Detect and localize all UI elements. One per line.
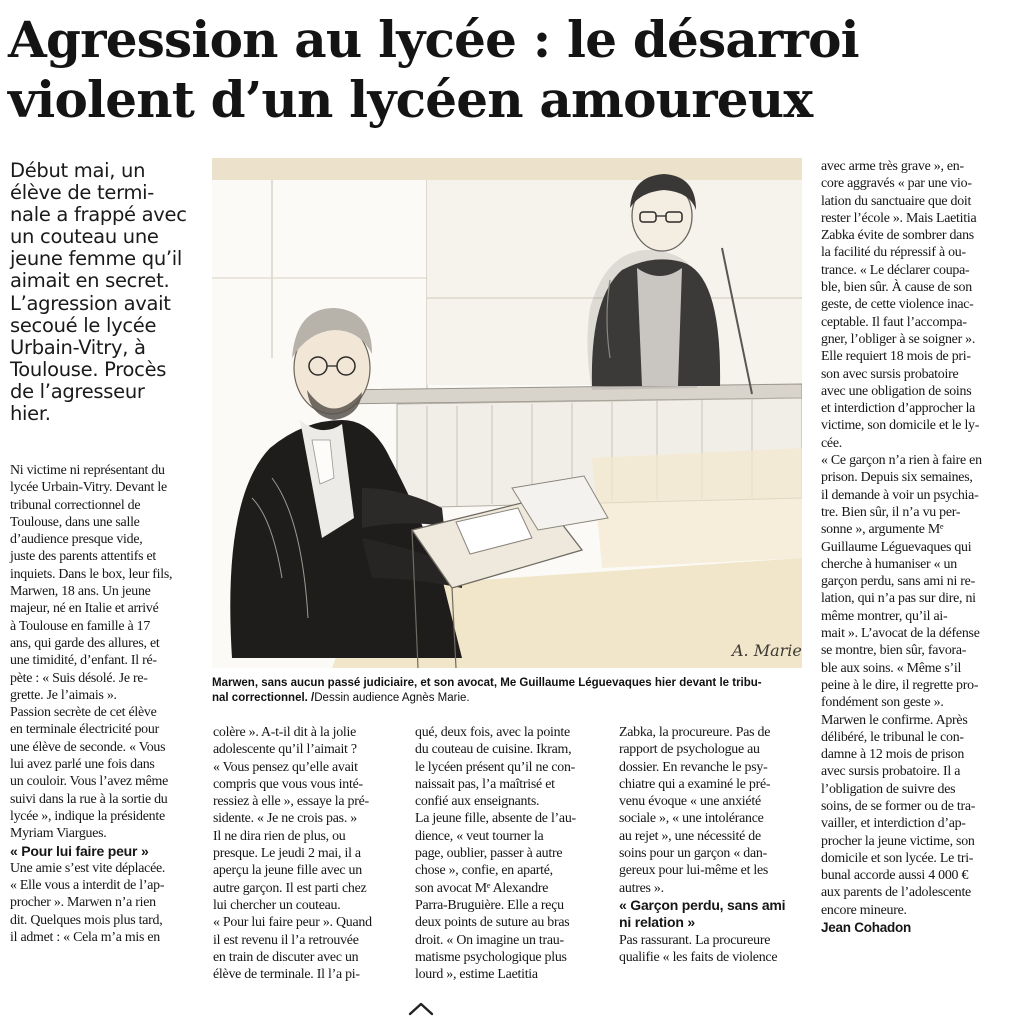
body-line: colère ». A-t-il dit à la jolie — [213, 725, 357, 740]
lead-line: élève de termi- — [10, 181, 154, 205]
subheading-line: « Pour lui faire peur » — [10, 842, 149, 859]
article-column-2 — [213, 724, 400, 983]
lead-line: jeune femme qu’il — [10, 247, 183, 271]
headline-line-2: violent d’un lycéen amoureux — [8, 70, 813, 129]
body-line: droit. « On imagine un trau- — [415, 932, 564, 948]
body-line: en train de discuter avec un — [213, 949, 359, 965]
body-line: « Vous pensez qu’elle avait — [213, 759, 358, 775]
body-line: dit. Quelques mois plus tard, — [10, 912, 163, 928]
subheading-line: « Garçon perdu, sans ami — [619, 896, 786, 913]
body-line: damne à 12 mois de prison — [821, 747, 965, 763]
body-line: l’obligation de suivre des — [821, 781, 956, 797]
body-line: Ni victime ni représentant du — [10, 463, 165, 478]
body-line: Myriam Viargues. — [10, 826, 107, 842]
body-line: La jeune fille, absente de l’au- — [415, 811, 576, 827]
body-line: lation du sanctuaire que doit — [821, 193, 972, 209]
body-line: trance. « Le déclarer coupa- — [821, 262, 970, 278]
body-line: encore mineure. — [821, 902, 907, 918]
body-line: suivi dans la rue à la sortie du — [10, 791, 168, 807]
article-column-5 — [821, 158, 1009, 936]
article-author: Jean Cohadon — [821, 920, 912, 936]
body-line: ressiez à elle », essaye la pré- — [213, 794, 369, 810]
body-line: qué, deux fois, avec la pointe — [415, 725, 570, 740]
body-line: « Elle vous a interdit de l’ap- — [10, 878, 165, 894]
body-line: cherche à humaniser « un — [821, 556, 957, 572]
lead-line: de l’agresseur — [10, 379, 145, 403]
body-line: une timidité, d’enfant. Il ré- — [10, 653, 157, 669]
body-line: rapport de psychologue au — [619, 742, 760, 758]
body-line: tribunal correctionnel de — [10, 497, 141, 513]
article-column-1 — [10, 462, 195, 946]
body-line: Zabka, la procureure. Pas de — [619, 725, 771, 740]
lead-line: L’agression avait — [10, 291, 171, 315]
article-column-4 — [619, 724, 806, 966]
body-line: aux parents de l’adolescente — [821, 885, 971, 901]
body-line: dience, « veut tourner la — [415, 828, 544, 844]
body-line: délibéré, le tribunal le con- — [821, 729, 964, 745]
article-headline — [8, 10, 1008, 130]
body-line: au rejet », une nécessité de — [619, 828, 761, 844]
caption-line-2 — [212, 691, 804, 706]
body-line: autres ». — [619, 880, 664, 896]
body-line: il est revenu il l’a retrouvée — [213, 932, 359, 948]
body-line: une élève de seconde. « Vous — [10, 739, 166, 755]
body-line: ble aux soins. « Même s’il — [821, 660, 962, 676]
illustration-caption — [212, 676, 804, 706]
body-line: aperçu la jeune fille avec un — [213, 863, 362, 879]
body-line: Elle requiert 18 mois de pri- — [821, 349, 971, 365]
body-line: core aggravés « par une vio- — [821, 176, 972, 192]
body-line: et interdiction d’approcher la — [821, 401, 976, 417]
body-line: tre. Bien sûr, il n’a vu per- — [821, 504, 961, 520]
body-line: son avec sursis probatoire — [821, 366, 959, 382]
body-line: il admet : « Cela m’a mis en — [10, 930, 161, 946]
lead-line: un couteau une — [10, 225, 159, 249]
lead-line: Début mai, un — [10, 159, 146, 182]
body-line: son avocat Mᵉ Alexandre — [415, 880, 549, 896]
body-line: confié aux enseignants. — [415, 794, 540, 810]
body-line: soins pour un garçon « dan- — [619, 846, 767, 862]
body-line: procher la jeune victime, son — [821, 833, 975, 849]
caption-credit: Dessin audience Agnès Marie. — [314, 692, 470, 704]
body-line: chiatre qui a examiné le pré- — [619, 776, 771, 792]
article-lead — [10, 160, 210, 425]
body-line: bunal accorde aussi 4 000 € — [821, 868, 969, 884]
body-line: élève de terminale. Il l’a pi- — [213, 967, 360, 983]
body-line: soins, de se former ou de tra- — [821, 798, 976, 814]
body-line: Une amie s’est vite déplacée. — [10, 860, 166, 876]
body-line: vailler, et interdiction d’ap- — [821, 816, 966, 832]
body-line: peine à le dire, il regrette pro- — [821, 677, 979, 693]
lead-line: Toulouse. Procès — [10, 357, 167, 381]
body-line: pète : « Suis désolé. Je re- — [10, 670, 148, 686]
body-line: avec sursis probatoire. Il a — [821, 764, 961, 780]
body-line: Pas rassurant. La procureure — [619, 932, 771, 948]
body-line: Parra-Bruguière. Elle a reçu — [415, 897, 564, 913]
court-sketch-illustration — [212, 158, 802, 668]
chevron-up-icon[interactable] — [404, 998, 438, 1018]
body-line: gner, l’obliger à se soigner ». — [821, 331, 976, 347]
body-line: lourd », estime Laetitia — [415, 967, 538, 983]
lead-line: hier. — [10, 402, 51, 426]
body-line: victime, son domicile et le ly- — [821, 418, 980, 434]
body-line: Zabka évite de sombrer dans — [821, 228, 974, 244]
body-line: cée. — [821, 435, 842, 451]
illustration-signature: A. Marie — [732, 641, 802, 660]
body-line: rester l’école ». Mais Laetitia — [821, 210, 977, 226]
body-line: chose », confie, en aparté, — [415, 863, 553, 879]
caption-line-2-bold: nal correctionnel. / — [212, 692, 315, 704]
body-line: prison. Depuis six semaines, — [821, 470, 973, 486]
body-line: ans, qui garde des allures, et — [10, 635, 160, 651]
body-line: grette. Je l’aimais ». — [10, 687, 117, 703]
body-line: d’audience presque vide, — [10, 532, 143, 548]
body-line: matisme psychologique plus — [415, 949, 567, 965]
body-line: inquiets. Dans le box, leur fils, — [10, 566, 173, 582]
body-line: en terminale électricité pour — [10, 722, 159, 738]
caption-line-1: Marwen, sans aucun passé judiciaire, et son avocat, Me Guillaume Léguevaques hier devant le tribu- — [212, 677, 762, 689]
lead-line: secoué le lycée — [10, 313, 157, 337]
body-line: il demande à voir un psychia- — [821, 487, 979, 503]
subheading-line: ni relation » — [619, 914, 695, 931]
body-line: dossier. En revanche le psy- — [619, 759, 768, 775]
lead-line: aimait en secret. — [10, 269, 170, 293]
body-line: un couloir. Vous l’avez même — [10, 774, 168, 790]
article-column-3 — [415, 724, 602, 983]
body-line: compris que vous vous inté- — [213, 776, 363, 792]
body-line: Marwen le confirme. Après — [821, 712, 968, 728]
body-line: Passion secrète de cet élève — [10, 705, 157, 721]
body-line: Il ne dira rien de plus, ou — [213, 828, 346, 844]
body-line: sidente. « Je ne crois pas. » — [213, 811, 357, 827]
body-line: qualifie « les faits de violence — [619, 949, 778, 965]
body-line: majeur, né en Italie et arrivé — [10, 601, 159, 617]
body-line: juste des parents attentifs et — [10, 549, 157, 565]
body-line: avec arme très grave », en- — [821, 159, 964, 174]
body-line: « Ce garçon n’a rien à faire en — [821, 453, 982, 469]
body-line: même montrer, qu’il ai- — [821, 608, 948, 624]
body-line: avec une obligation de soins — [821, 383, 972, 399]
body-line: Marwen, 18 ans. Un jeune — [10, 584, 151, 600]
body-line: procher ». Marwen n’a rien — [10, 895, 156, 911]
body-line: presque. Le jeudi 2 mai, il a — [213, 846, 361, 862]
headline-line-1: Agression au lycée : le désarroi — [8, 10, 859, 69]
body-line: le lycéen présent qu’il ne con- — [415, 759, 576, 775]
body-line: fondément son geste ». — [821, 695, 944, 711]
body-line: lui avez parlé une fois dans — [10, 757, 155, 773]
body-line: mait ». L’avocat de la défense — [821, 626, 980, 642]
lead-line: Urbain-Vitry, à — [10, 335, 146, 359]
body-line: ble, bien sûr. À cause de son — [821, 280, 972, 296]
body-line: du couteau de cuisine. Ikram, — [415, 742, 572, 758]
body-line: venu évoque « une anxiété — [619, 794, 761, 810]
body-line: à Toulouse en famille à 17 — [10, 618, 151, 634]
body-line: « Pour lui faire peur ». Quand — [213, 915, 372, 931]
body-line: garçon perdu, sans ami ni re- — [821, 574, 975, 590]
body-line: geste, de cette violence inac- — [821, 297, 974, 313]
body-line: deux points de suture au bras — [415, 915, 570, 931]
body-line: lycée Urbain-Vitry. Devant le — [10, 480, 167, 496]
body-line: gereux pour lui-même et les — [619, 863, 769, 879]
body-line: sonne », argumente Mᵉ — [821, 522, 944, 538]
body-line: Guillaume Léguevaques qui — [821, 539, 972, 555]
body-line: Toulouse, dans une salle — [10, 514, 140, 530]
body-line: la facilité du répressif à ou- — [821, 245, 966, 261]
body-line: lui chercher un couteau. — [213, 897, 341, 913]
body-line: autre garçon. Il est parti chez — [213, 880, 367, 896]
body-line: se montre, bien sûr, favora- — [821, 643, 967, 659]
body-line: page, oublier, passer à autre — [415, 846, 563, 862]
body-line: ceptable. Il faut l’accompa- — [821, 314, 967, 330]
body-line: lation, qui n’a pas sur dire, ni — [821, 591, 976, 607]
lead-line: nale a frappé avec — [10, 203, 187, 227]
body-line: naissait pas, l’a maîtrisé et — [415, 776, 555, 792]
body-line: adolescente qu’il l’aimait ? — [213, 742, 357, 758]
body-line: sociale », « une intolérance — [619, 811, 764, 827]
body-line: lycée », indique la présidente — [10, 808, 165, 824]
body-line: domicile et son lycée. Le tri- — [821, 850, 974, 866]
